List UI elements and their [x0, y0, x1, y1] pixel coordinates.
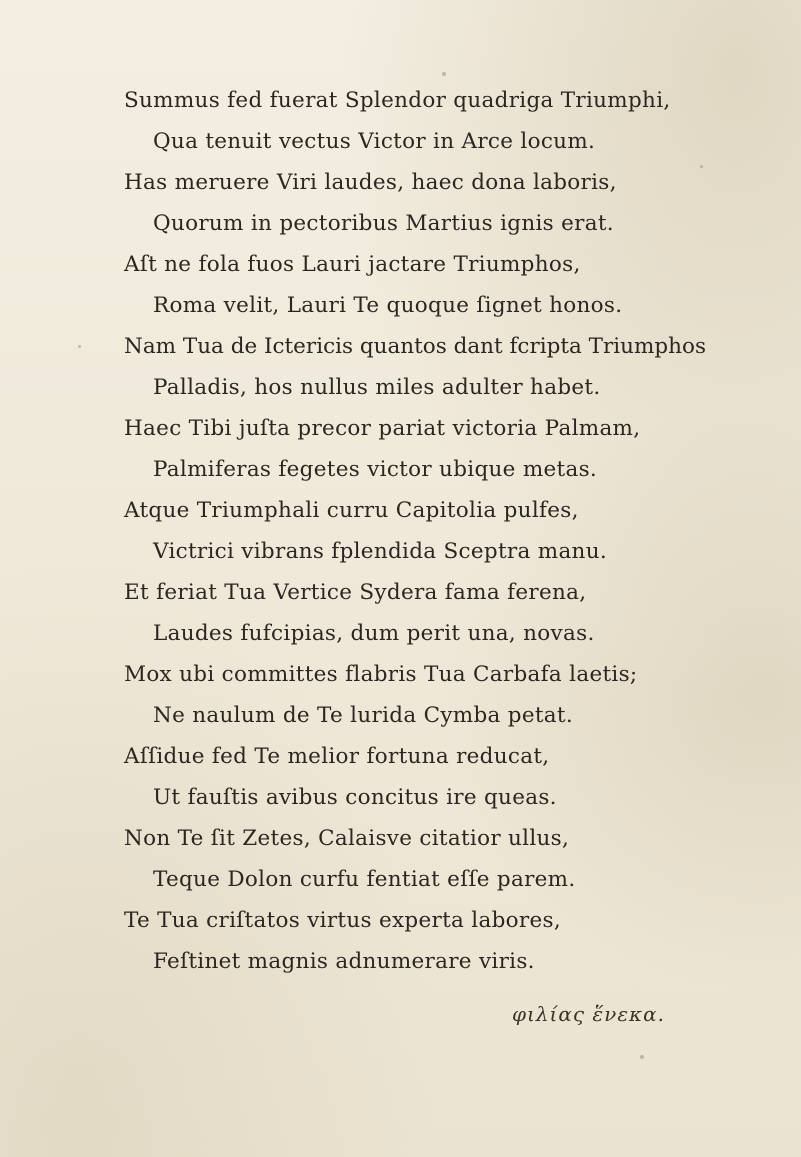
poem-line-21: Te Tua criſtatos virtus experta labores,: [124, 908, 561, 933]
poem-line-16: Ne naulum de Te lurida Cymba petat.: [153, 703, 573, 728]
poem-line-17: Aſſidue fed Te melior fortuna reducat,: [124, 744, 550, 769]
paper-speck: [700, 165, 703, 168]
poem-line-2: Qua tenuit vectus Victor in Arce locum.: [153, 129, 596, 154]
poem-line-20: Teque Dolon curfu fentiat eſſe parem.: [153, 867, 576, 892]
poem-line-8: Palladis, hos nullus miles adulter habet.: [153, 375, 601, 400]
poem-line-10: Palmiferas fegetes victor ubique metas.: [153, 457, 598, 482]
poem-line-12: Victrici vibrans fplendida Sceptra manu.: [153, 539, 607, 564]
poem-line-4: Quorum in pectoribus Martius ignis erat.: [153, 211, 614, 236]
poem-line-14: Laudes fufcipias, dum perit una, novas.: [153, 621, 595, 646]
greek-signature: φιλίας ἕνεκα.: [512, 1002, 666, 1026]
poem-line-1: Summus fed fuerat Splendor quadriga Triumphi,: [124, 88, 671, 113]
poem-line-11: Atque Triumphali curru Capitolia pulfes,: [124, 498, 579, 523]
poem-line-22: Feſtinet magnis adnumerare viris.: [153, 949, 535, 974]
poem-line-9: Haec Tibi juſta precor pariat victoria Palmam,: [124, 416, 641, 441]
paper-speck: [442, 72, 446, 76]
poem-line-3: Has meruere Viri laudes, haec dona laboris,: [124, 170, 617, 195]
poem-line-6: Roma velit, Lauri Te quoque ſignet honos.: [153, 293, 623, 318]
poem-line-19: Non Te ſit Zetes, Calaisve citatior ullus,: [124, 826, 570, 851]
paper-speck: [78, 345, 81, 348]
poem-line-5: Aſt ne fola fuos Lauri jactare Triumphos,: [124, 252, 581, 277]
poem-line-7: Nam Tua de Ictericis quantos dant fcripta Triumphos: [124, 334, 707, 359]
poem-line-15: Mox ubi committes flabris Tua Carbafa laetis;: [124, 662, 638, 687]
poem-line-13: Et feriat Tua Vertice Sydera fama ferena,: [124, 580, 587, 605]
paper-speck: [640, 1055, 644, 1059]
poem-line-18: Ut fauſtis avibus concitus ire queas.: [153, 785, 557, 810]
